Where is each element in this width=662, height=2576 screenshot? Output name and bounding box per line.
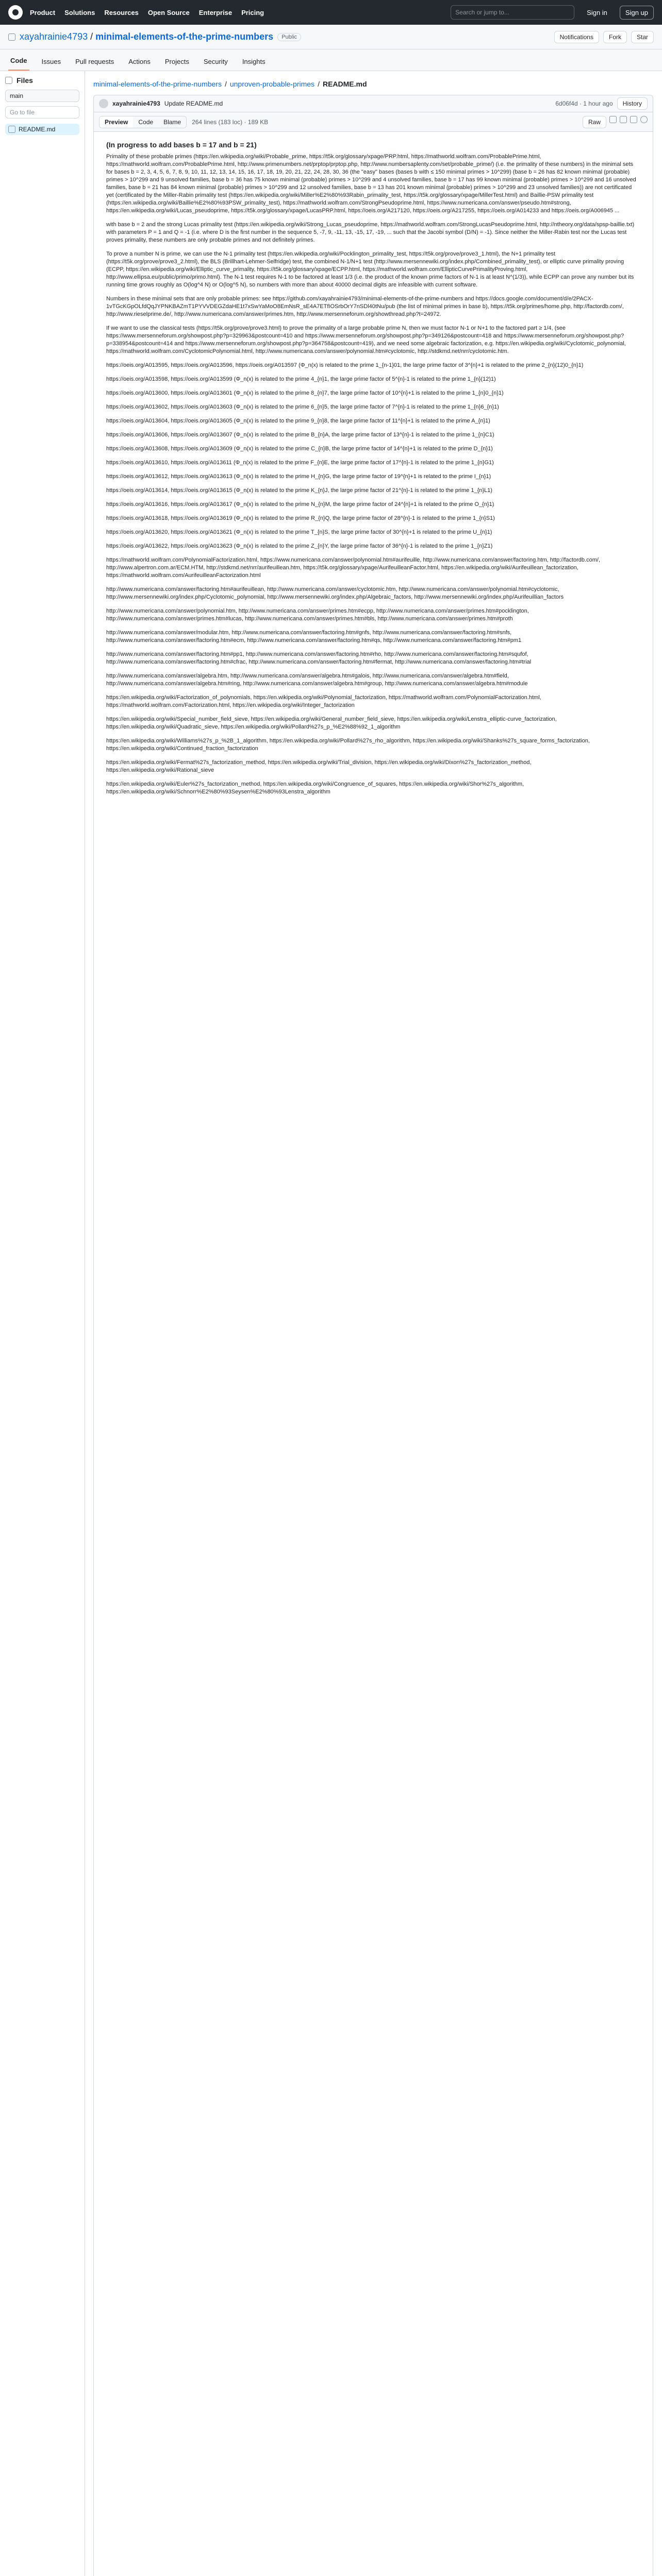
repo-owner-link[interactable]: xayahrainie4793 <box>20 31 88 42</box>
content-line: http://www.numericana.com/answer/modular.htm, http://www.numericana.com/answer/factoring.htm#gnfs, http://www.numericana.com/answer/factoring.htm#snfs, http://www.numericana.com/answer/factoring.htm#ecm, http://www.numericana.com/answer/factoring.htm#qs, http://www.numericana.com/answer/factoring.htm#pm1 <box>106 630 522 643</box>
content-line: http://www.numericana.com/answer/algebra.htm, http://www.numericana.com/answer/algebra.htm#galois, http://www.numericana.com/answer/algebra.htm#field, http://www.numericana.com/answer/algebra.htm#ring, http://www.numericana.com/answer/algebra.htm#group, http://www.numericana.com/answer/algebra.htm#module <box>106 673 528 687</box>
sign-in-button[interactable]: Sign in <box>587 8 607 16</box>
raw-button[interactable]: Raw <box>583 116 606 128</box>
top-nav-menu <box>30 9 264 16</box>
content-line: https://oeis.org/A013602, https://oeis.org/A013603 (Φ_n(x) is related to the prime 6_{n}5, the large prime factor of 7^{n}-1 is related to the prime 1_{n}6_{n}1) <box>106 404 499 410</box>
content-line: https://oeis.org/A013622, https://oeis.org/A013623 (Φ_n(x) is related to the prime Z_{n}Y, the large prime factor of 36^{n}-1 is related to the prime 1_{n}Z1) <box>106 543 493 549</box>
paragraph-2: with base b = 2 and the strong Lucas primality test (https://en.wikipedia.org/wiki/Strong_Lucas_pseudoprime, https://mathworld.wolfram.com/StrongLucasPseudoprime.html, http://ntheory.org/data/spsp-baillie.txt) with parameters P = 1 and Q = -1 (i.e. where D is the first number in the sequence 5, -7, 9, -11, 13, -15, 17, -19, ... such that the Jacobi symbol (D/N) = -1). Since neither the Miller-Rabin test nor the Lucas test proves primality, these numbers are only probable primes and not definitely primes. <box>106 222 635 243</box>
tab-code[interactable]: Code <box>8 57 29 71</box>
repo-tabs <box>0 49 662 71</box>
readme-content <box>94 132 653 2576</box>
content-line: http://www.numericana.com/answer/factoring.htm#aurifeuillean, http://www.numericana.com/answer/cyclotomic.htm, http://www.numericana.com/answer/polynomial.htm#cyclotomic, http://www.mersennewiki.org/index.php/Cyclotomic_polynomial, http://www.mersennewiki.org/index.php/Algebraic_factors, http://www.mersennewiki.org/index.php/Aurifeuillian_factors <box>106 586 564 600</box>
content-line: https://oeis.org/A013610, https://oeis.org/A013611 (Φ_n(x) is related to the prime F_{n}E, the large prime factor of 17^{n}-1 is related to the prime 1_{n}G1) <box>106 460 494 466</box>
link-lines-list <box>106 362 640 796</box>
content-line: https://oeis.org/A013616, https://oeis.org/A013617 (Φ_n(x) is related to the prime N_{n}M, the large prime factor of 24^{n}+1 is related to the prime O_{n}1) <box>106 501 494 507</box>
file-icon <box>8 126 15 133</box>
repo-icon <box>8 33 15 41</box>
paragraph-4: Numbers in these minimal sets that are only probable primes: see https://github.com/xayahrainie4793/minimal-elements-of-the-prime-numbers and https://docs.google.com/document/d/e/2PACX-1vTGcKGpOLfdQqJYPNKBAZmT1PYVVDEGZdaHE1t7xSwYaMoO8EmNsR_sE4A7ETfIOSrbOrY7nSDl40tNu/pub (the list of minimal primes in base b), https://t5k.org/primes/home.php, http://factordb.com/, http://www.rieselprime.de/, http://www.numericana.com/answer/primes.htm, http://www.mersenneforum.org/showthread.php?t=24972. <box>106 296 624 317</box>
file-name: README.md <box>19 126 56 133</box>
fork-button[interactable]: Fork <box>603 31 627 43</box>
commit-hash-time[interactable]: 6d06f4d · 1 hour ago <box>555 100 613 107</box>
nav-item-enterprise[interactable]: Enterprise <box>198 8 233 16</box>
content-line: https://oeis.org/A013598, https://oeis.org/A013599 (Φ_n(x) is related to the prime 4_{n}1, the large prime factor of 5^{n}-1 is related to the prime 1_{n}(12)1) <box>106 376 496 382</box>
copy-icon[interactable] <box>609 116 617 123</box>
content-line: https://oeis.org/A013604, https://oeis.org/A013605 (Φ_n(x) is related to the prime 9_{n}8, the large prime factor of 11^{n}+1 is related to the prime A_{n}1) <box>106 418 490 424</box>
search-placeholder: Search or jump to... <box>455 9 509 16</box>
content-line: https://oeis.org/A013620, https://oeis.org/A013621 (Φ_n(x) is related to the prime T_{n}S, the large prime factor of 30^{n}+1 is related to the prime U_{n}1) <box>106 529 492 535</box>
content-line: https://oeis.org/A013614, https://oeis.org/A013615 (Φ_n(x) is related to the prime K_{n}J, the large prime factor of 21^{n}-1 is related to the prime 1_{n}L1) <box>106 487 492 494</box>
file-view <box>93 112 653 2576</box>
content-line: https://mathworld.wolfram.com/PolynomialFactorization.html, https://www.numericana.com/answer/polynomial.htm#aurifeuille, http://www.numericana.com/answer/factoring.htm, http://factordb.com/, http://www.alpertron.com.ar/ECM.HTM, http://stdkmd.net/nrr/aurifeuillean.htm, https://t5k.org/glossary/xpage/AurifeuilleanFactor.html, https://en.wikipedia.org/wiki/Aurifeuillean_factorization, https://mathworld.wolfram.com/AurifeuilleanFactorization.html <box>106 557 600 579</box>
notifications-button[interactable]: Notifications <box>554 31 599 43</box>
blame-tab[interactable]: Blame <box>158 116 186 128</box>
content-line: https://oeis.org/A013608, https://oeis.org/A013609 (Φ_n(x) is related to the prime C_{n}B, the large prime factor of 14^{n}+1 is related to the prime D_{n}1) <box>106 446 493 452</box>
content-line: https://oeis.org/A013606, https://oeis.org/A013607 (Φ_n(x) is related to the prime B_{n}A, the large prime factor of 13^{n}-1 is related to the prime 1_{n}C1) <box>106 432 494 438</box>
breadcrumb: minimal-elements-of-the-prime-numbers / unproven-probable-primes / README.md <box>93 80 367 88</box>
tab-issues[interactable]: Issues <box>41 58 61 65</box>
content-line: https://en.wikipedia.org/wiki/Factorization_of_polynomials, https://en.wikipedia.org/wiki/Polynomial_factorization, https://mathworld.wolfram.com/PolynomialFactorization.html, https://mathworld.wolfram.com/Factorization.html, https://en.wikipedia.org/wiki/Integer_factorization <box>106 694 541 708</box>
content-line: https://oeis.org/A013612, https://oeis.org/A013613 (Φ_n(x) is related to the prime H_{n}G, the large prime factor of 19^{n}+1 is related to the prime I_{n}1) <box>106 473 491 480</box>
repo-name-link[interactable]: minimal-elements-of-the-prime-numbers <box>95 31 274 42</box>
repo-header <box>0 25 662 49</box>
commit-message[interactable]: Update README.md <box>164 100 223 107</box>
more-options-icon[interactable] <box>640 116 648 123</box>
file-meta: 264 lines (183 loc) · 189 KB <box>192 118 269 126</box>
github-logo-icon[interactable] <box>8 5 23 20</box>
commit-author[interactable]: xayahrainie4793 <box>112 100 160 107</box>
tab-insights[interactable]: Insights <box>242 58 266 65</box>
tab-actions[interactable]: Actions <box>128 58 151 65</box>
content-line: https://en.wikipedia.org/wiki/Williams%27s_p_%2B_1_algorithm, https://en.wikipedia.org/wiki/Pollard%27s_rho_algorithm, https://en.wikipedia.org/wiki/Shanks%27s_square_forms_factorization, https://en.wikipedia.org/wiki/Continued_fraction_factorization <box>106 738 590 752</box>
breadcrumb-file: README.md <box>322 80 367 88</box>
sidebar-toggle-icon[interactable] <box>5 77 12 84</box>
visibility-badge: Public <box>277 33 301 41</box>
content-line: https://en.wikipedia.org/wiki/Euler%27s_factorization_method, https://en.wikipedia.org/wiki/Congruence_of_squares, https://en.wikipedia.org/wiki/Shor%27s_algorithm, https://en.wikipedia.org/wiki/Schnorr%E2%80%93Seysen%E2%80%93Lenstra_algorithm <box>106 781 524 795</box>
nav-item-pricing[interactable]: Pricing <box>241 8 264 16</box>
history-button[interactable]: History <box>617 97 648 110</box>
latest-commit-box <box>93 95 653 112</box>
nav-item-solutions[interactable]: Solutions <box>64 8 95 16</box>
main-content <box>85 71 661 2576</box>
paragraph-5: If we want to use the classical tests (https://t5k.org/prove/prove3.html) to prove the primality of a large probable prime N, then we must factor N-1 or N+1 to the factored part ≥ 1/4, (see https://www.mersenneforum.org/showpost.php?p=329963&postcount=410 and https://www.mersenneforum.org/showpost.php?p=349126&postcount=418 and https://www.mersenneforum.org/showpost.php?p=338954&postcount=414 and https://www.mersenneforum.org/showpost.php?p=364758&postcount=419), and we need some algebraic factorization, e.g. https://en.wikipedia.org/wiki/Cyclotomic_polynomial, https://mathworld.wolfram.com/CyclotomicPolynomial.html, http://www.numericana.com/answer/polynomial.htm#cyclotomic, http://stdkmd.net/nrr/cyclotomic.htm. <box>106 325 626 354</box>
nav-item-open-source[interactable]: Open Source <box>147 8 190 16</box>
go-to-file-input[interactable] <box>5 106 79 118</box>
download-icon[interactable] <box>620 116 627 123</box>
repo-title: xayahrainie4793 / minimal-elements-of-the-prime-numbers <box>20 31 274 42</box>
content-line: https://oeis.org/A013595, https://oeis.org/A013596, https://oeis.org/A013597 (Φ_n(x) is related to the prime 1_{n-1}01, the large prime factor of 3^{n}+1 is related to the prime 2_{n}(12)0_{n}1) <box>106 362 584 368</box>
view-toggle <box>99 116 187 128</box>
code-tab[interactable]: Code <box>133 116 158 128</box>
tab-security[interactable]: Security <box>203 58 228 65</box>
nav-item-product[interactable]: Product <box>30 8 56 16</box>
content-line: https://oeis.org/A013600, https://oeis.org/A013601 (Φ_n(x) is related to the prime 8_{n}7, the large prime factor of 10^{n}+1 is related to the prime 1_{n}0_{n}1) <box>106 390 504 396</box>
content-line: http://www.numericana.com/answer/factoring.htm#pp1, http://www.numericana.com/answer/factoring.htm#rho, http://www.numericana.com/answer/factoring.htm#squfof, http://www.numericana.com/answer/factoring.htm#cfrac, http://www.numericana.com/answer/factoring.htm#fermat, http://www.numericana.com/answer/factoring.htm#trial <box>106 651 532 665</box>
preview-tab[interactable]: Preview <box>100 116 133 128</box>
tab-projects[interactable]: Projects <box>164 58 189 65</box>
top-nav-bar <box>0 0 662 25</box>
edit-icon[interactable] <box>630 116 637 123</box>
search-input[interactable] <box>451 5 574 20</box>
paragraph-1: Primality of these probable primes (https://en.wikipedia.org/wiki/Probable_prime, https://t5k.org/glossary/xpage/PRP.html, https://mathworld.wolfram.com/ProbablePrime.html, https://mathworld.wolfram.com/ProbablePrime.html, http://www.primenumbers.net/prptop/prptop.php, http://www.numbersaplenty.com/set/probable_prime/) (i.e. the primality of these numbers) in the minimal sets for bases b = 2, 3, 4, 5, 6, 7, 8, 9, 10, 11, 12, 13, 14, 15, 16, 17, 18, 19, 20, 21, 22, 24, 28, 30, 36 (the "easy" bases (bases b with ≤ 150 minimal primes > 10^299) (base b = 26 has 82 known minimal (probable) primes > 10^299 and 9 unsolved families, base b = 36 has 75 known minimal (probable) primes > 10^299 and 4 unsolved families, base b = 17 has 99 known minimal (probable) primes > 10^299 and 16 unsolved families, base b = 21 has 84 known minimal (probable) primes > 10^299 and 12 unsolved families, base b = 13 has 201 known minimal (probable) primes > 10^299 and 23 unsolved families)) are not certificated yet (certificated by the Miller-Rabin primality test (https://en.wikipedia.org/wiki/Miller%E2%80%93Rabin_primality_test, https://t5k.org/glossary/xpage/MillerTest.html) and Baillie-PSW primality test (https://en.wikipedia.org/wiki/Baillie%E2%80%93PSW_primality_test), https://mathworld.wolfram.com/StrongPseudoprime.html, https://www.numericana.com/answer/pseudo.htm#strong, https://en.wikipedia.org/wiki/Lucas_pseudoprime, https://t5k.org/glossary/xpage/LucasPRP.html, https://oeis.org/A217120, https://oeis.org/A217255, https://oeis.org/A014233 and https://oeis.org/A006945 ... <box>106 154 636 214</box>
sidebar-title: Files <box>16 76 33 84</box>
star-button[interactable]: Star <box>631 31 654 43</box>
paragraph-3: To prove a number N is prime, we can use the N-1 primality test (https://en.wikipedia.org/wiki/Pocklington_primality_test, https://t5k.org/prove/prove3_1.html), the N+1 primality test (https://t5k.org/prove/prove3_2.html), the BLS (Brillhart-Lehmer-Selfridge) test, the combined N-1/N+1 test (http://www.mersennewiki.org/index.php/Combined_primality_test), or elliptic curve primality proving (ECPP, https://en.wikipedia.org/wiki/Elliptic_curve_primality, https://t5k.org/glossary/xpage/ECPP.html, https://mathworld.wolfram.com/EllipticCurvePrimalityProving.html, http://www.ellipsa.eu/public/primo/primo.html). The N-1 test requires N-1 to be factored at least 1/3 (i.e. the product of the known prime factors of N-1 is at least N^(1/3)), while ECPP can prove any number but its running time grows roughly as O(log^4 N) or O(log^5 N), so numbers with more than about 40000 decimal digits are infeasible with current software. <box>106 251 634 288</box>
content-line: https://en.wikipedia.org/wiki/Special_number_field_sieve, https://en.wikipedia.org/wiki/General_number_field_sieve, https://en.wikipedia.org/wiki/Lenstra_elliptic-curve_factorization, https://en.wikipedia.org/wiki/Quadratic_sieve, https://en.wikipedia.org/wiki/Pollard%27s_p_%E2%88%92_1_algorithm <box>106 716 557 730</box>
breadcrumb-folder[interactable]: unproven-probable-primes <box>229 80 315 88</box>
file-tree-item-readme[interactable] <box>5 124 79 135</box>
content-line: https://en.wikipedia.org/wiki/Fermat%27s_factorization_method, https://en.wikipedia.org/wiki/Trial_division, https://en.wikipedia.org/wiki/Dixon%27s_factorization_method, https://en.wikipedia.org/wiki/Rational_sieve <box>106 759 532 773</box>
content-line: http://www.numericana.com/answer/polynomial.htm, http://www.numericana.com/answer/primes.htm#ecpp, http://www.numericana.com/answer/primes.htm#pocklington, http://www.numericana.com/answer/primes.htm#lucas, http://www.numericana.com/answer/primes.htm#bls, http://www.numericana.com/answer/primes.htm#proth <box>106 608 529 622</box>
tab-pull-requests[interactable]: Pull requests <box>75 58 114 65</box>
avatar <box>99 99 108 108</box>
nav-item-resources[interactable]: Resources <box>104 8 139 16</box>
file-toolbar <box>94 112 653 132</box>
branch-selector[interactable] <box>5 90 79 102</box>
readme-heading: (In progress to add bases b = 17 and b = 21) <box>106 141 257 149</box>
sign-up-button[interactable]: Sign up <box>620 6 654 20</box>
content-line: https://oeis.org/A013618, https://oeis.org/A013619 (Φ_n(x) is related to the prime R_{n}Q, the large prime factor of 28^{n}-1 is related to the prime 1_{n}S1) <box>106 515 495 521</box>
breadcrumb-repo[interactable]: minimal-elements-of-the-prime-numbers <box>93 80 222 88</box>
file-tree-sidebar <box>0 71 85 2576</box>
branch-label: main <box>10 92 24 99</box>
go-to-file-placeholder: Go to file <box>10 109 35 116</box>
